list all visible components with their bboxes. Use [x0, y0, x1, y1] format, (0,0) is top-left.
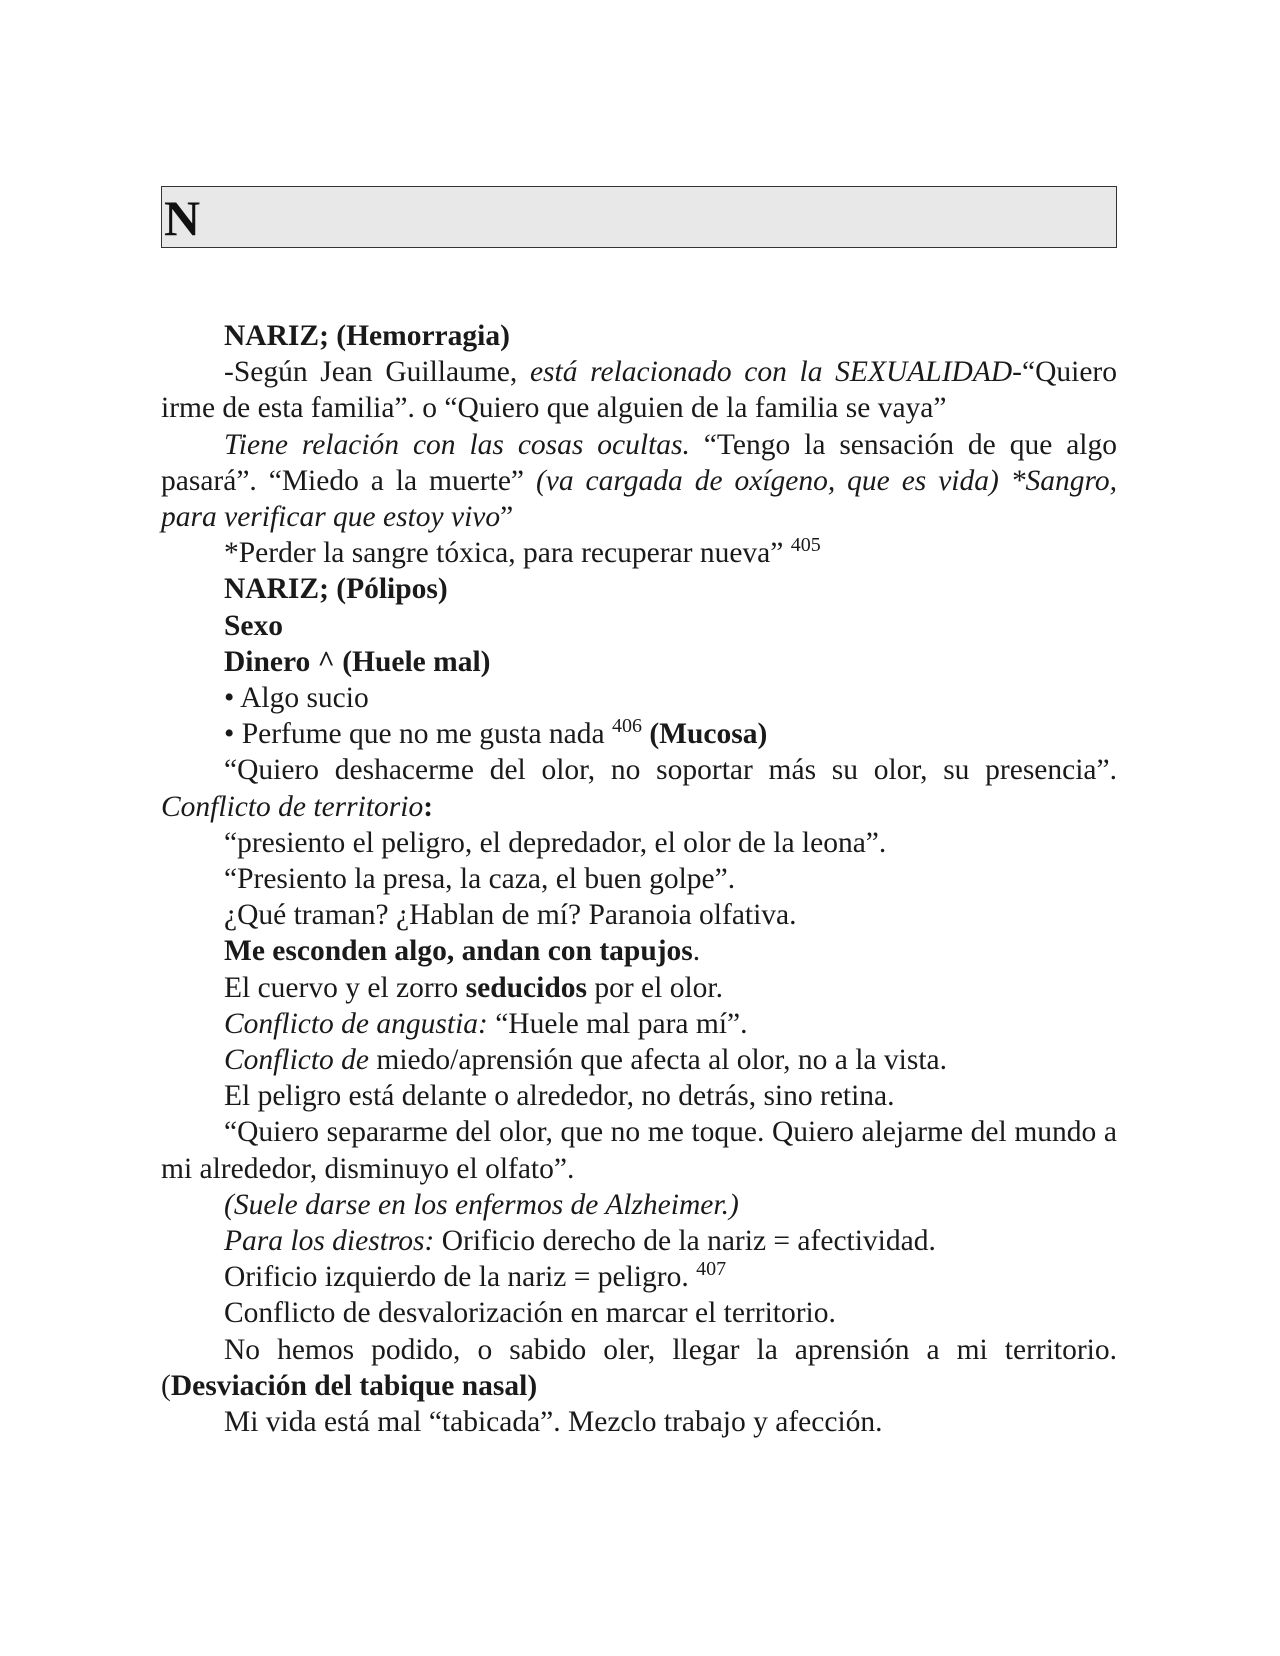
- paragraph: Orificio izquierdo de la nariz = peligro. $^{407}$: [224, 1258, 727, 1294]
- paragraph: ¿Qué traman? ¿Hablan de mí? Paranoia olfativa.: [224, 899, 797, 932]
- paragraph: Tiene relación con las cosas ocultas. “Tengo la sensación de que algo pasará”. “Miedo a la muerte” (va cargada de oxígeno, que es vida) *Sangro, para verificar que estoy vivo”: [161, 428, 1117, 534]
- paragraph: -Según Jean Guillaume, está relacionado con la SEXUALIDAD-“Quiero irme de esta familia”. o “Quiero que alguien de la familia se vaya”: [161, 356, 1117, 425]
- heading-nariz-hemorragia: NARIZ; (Hemorragia): [224, 320, 510, 352]
- paragraph: *Perder la sangre tóxica, para recuperar nueva” $^{405}$: [224, 534, 821, 570]
- subheading: Sexo: [224, 609, 283, 642]
- paragraph: Conflicto de desvalorización en marcar el territorio.: [224, 1297, 836, 1330]
- bullet-item: • Perfume que no me gusta nada $^{406}$ (Mucosa): [224, 715, 768, 751]
- heading-nariz-polipos: NARIZ; (Pólipos): [224, 573, 448, 606]
- paragraph: Para los diestros: Orificio derecho de la nariz = afectividad.: [224, 1225, 936, 1258]
- paragraph: Conflicto de miedo/aprensión que afecta al olor, no a la vista.: [224, 1044, 947, 1077]
- paragraph: El peligro está delante o alrededor, no detrás, sino retina.: [224, 1080, 895, 1113]
- bullet-item: • Algo sucio: [224, 682, 369, 715]
- footnote-ref: 405: [790, 534, 821, 557]
- paragraph: (Suele darse en los enfermos de Alzheimer.): [224, 1188, 739, 1221]
- paragraph: “Quiero separarme del olor, que no me toque. Quiero alejarme del mundo a mi alrededor, disminuyo el olfato”.: [161, 1116, 1117, 1185]
- paragraph: El cuervo y el zorro seducidos por el olor.: [224, 971, 723, 1004]
- paragraph: Conflicto de angustia: “Huele mal para mí”.: [224, 1007, 748, 1040]
- paragraph: No hemos podido, o sabido oler, llegar la aprensión a mi territorio. (Desviación del tabique nasal): [161, 1333, 1117, 1402]
- paragraph: “Quiero deshacerme del olor, no soportar más su olor, su presencia”. Conflicto de territorio:: [161, 754, 1117, 823]
- section-letter-box: [161, 186, 1117, 248]
- subheading: Dinero ^ (Huele mal): [224, 645, 491, 678]
- footnote-ref: 407: [696, 1258, 727, 1281]
- section-letter: N: [164, 190, 201, 246]
- paragraph: Me esconden algo, andan con tapujos.: [224, 935, 701, 968]
- paragraph: “presiento el peligro, el depredador, el olor de la leona”.: [224, 826, 887, 859]
- paragraph: “Presiento la presa, la caza, el buen golpe”.: [224, 863, 736, 896]
- paragraph: Mi vida está mal “tabicada”. Mezclo trabajo y afección.: [224, 1406, 883, 1439]
- document-body: [161, 318, 1117, 1440]
- footnote-ref: 406: [611, 715, 642, 738]
